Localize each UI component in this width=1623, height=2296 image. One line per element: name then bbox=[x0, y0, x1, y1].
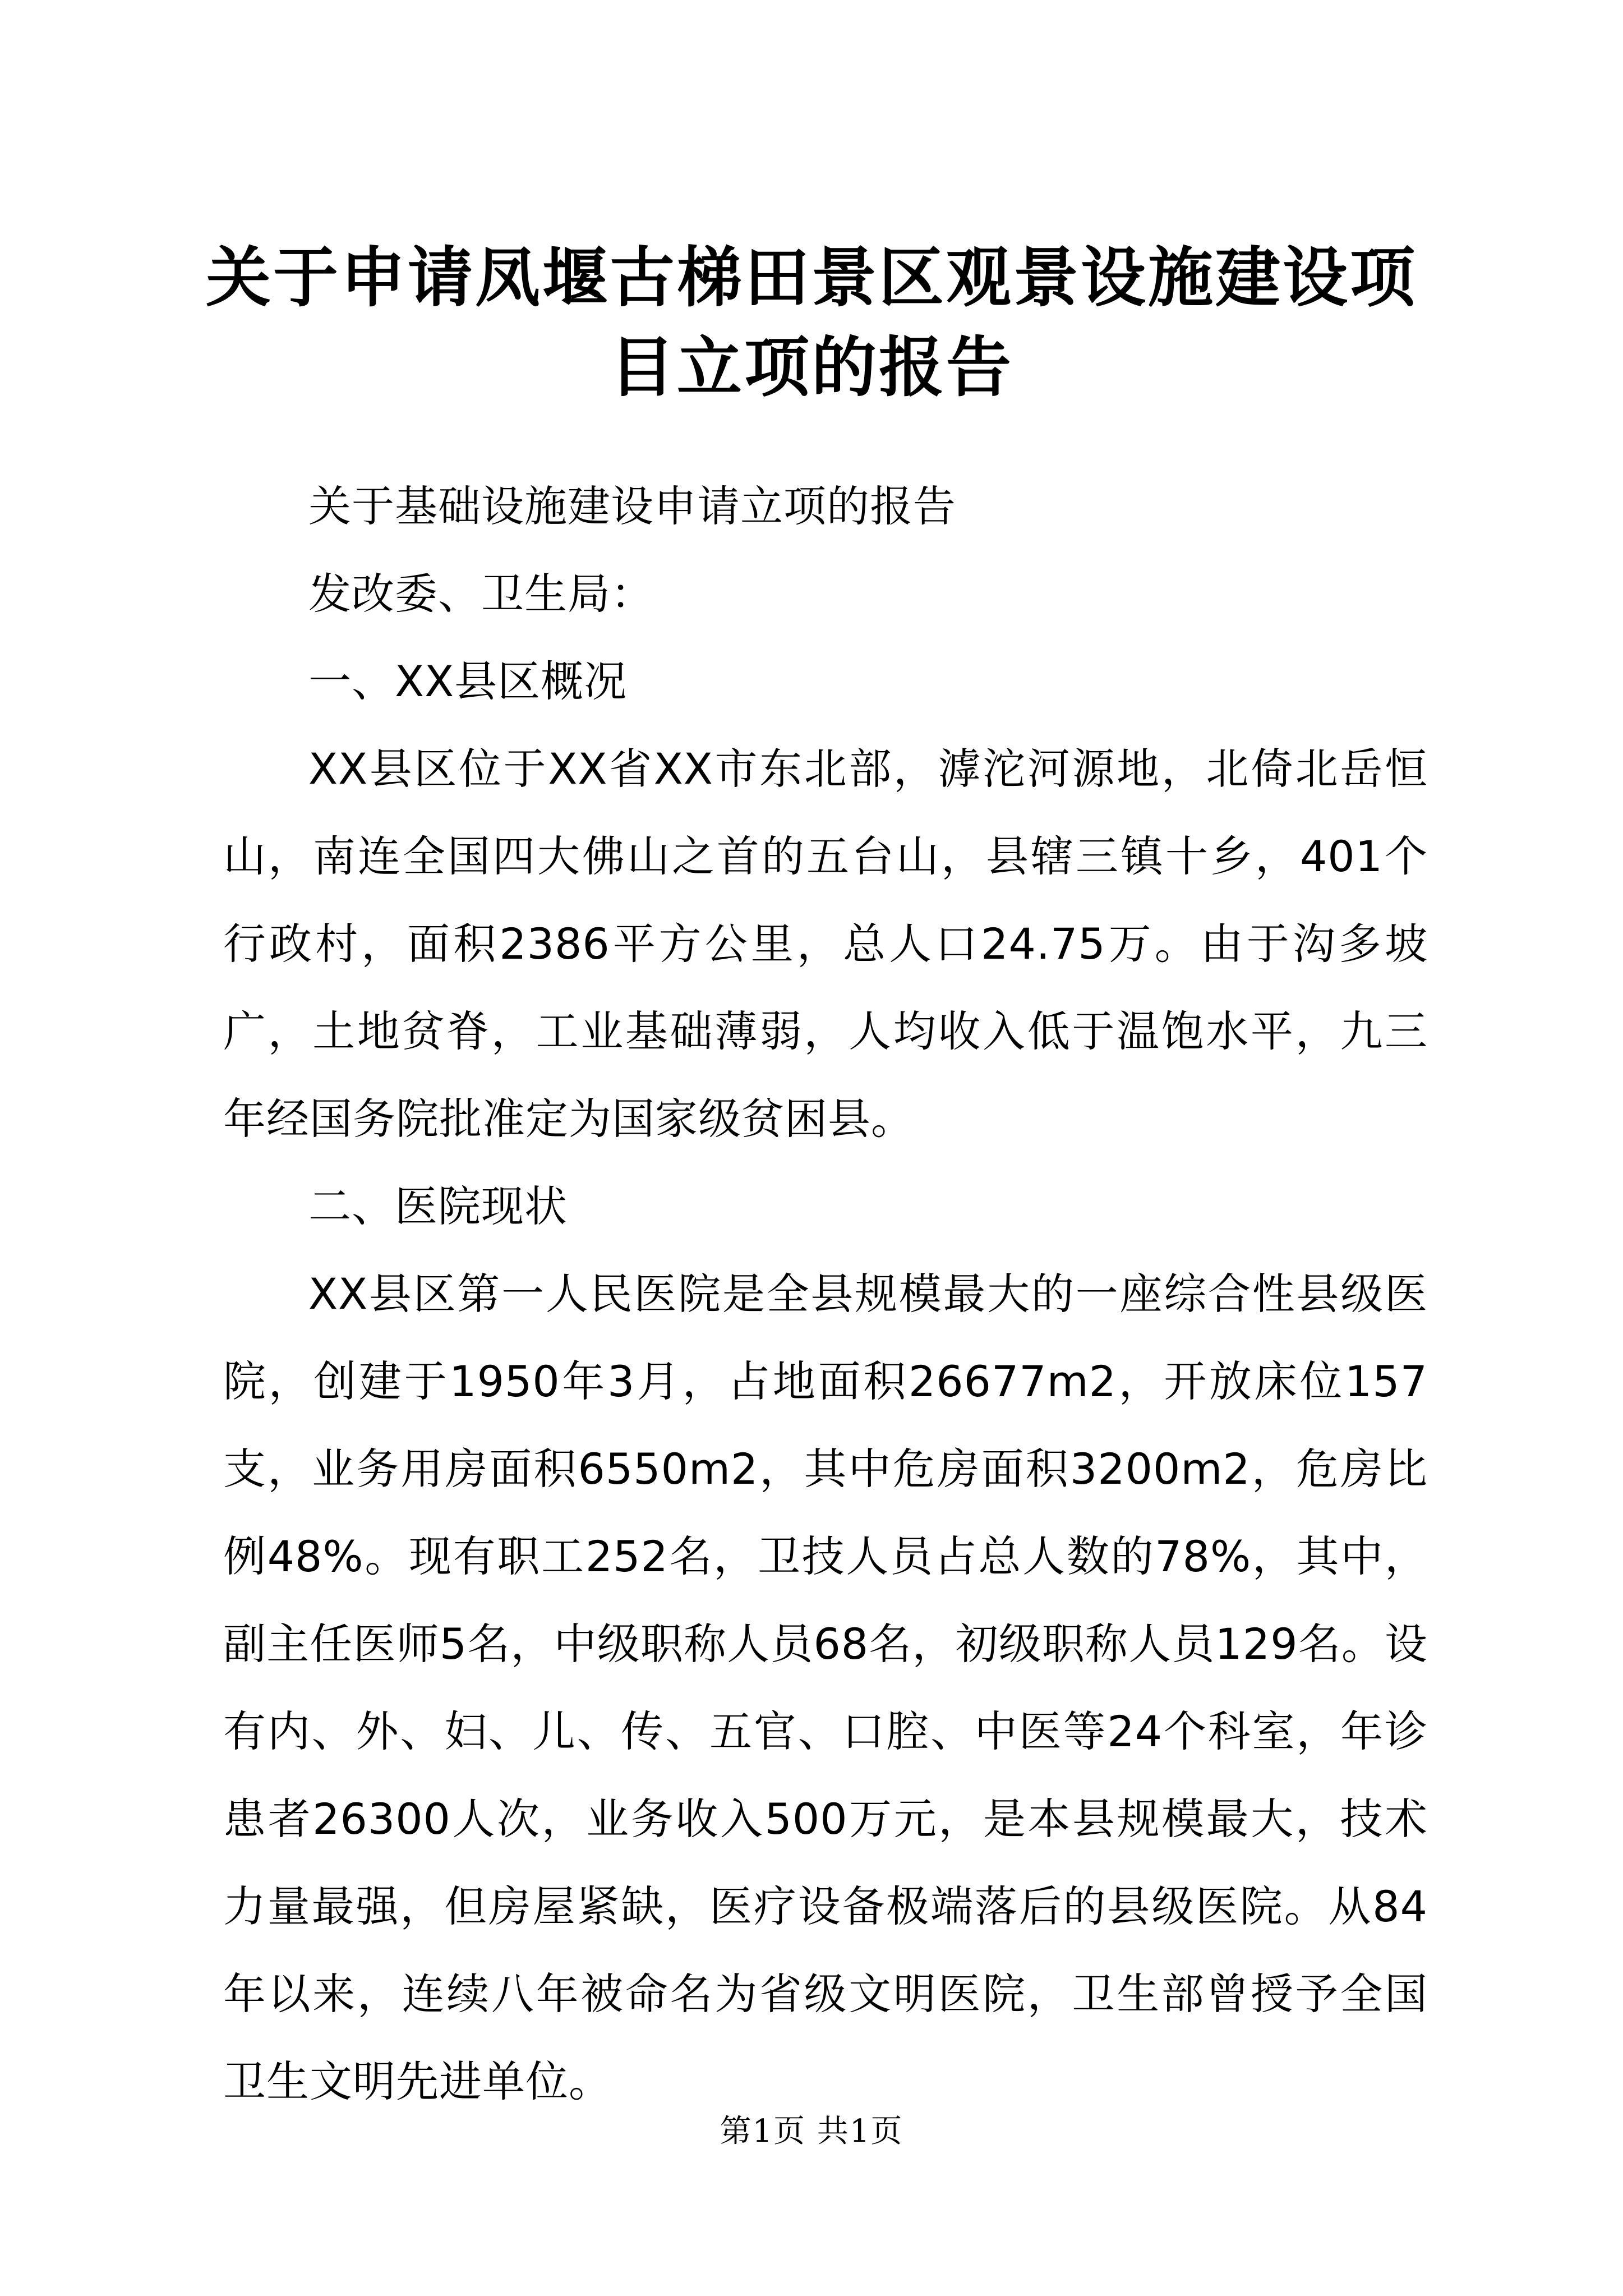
section-heading-hospital: 二、医院现状 bbox=[308, 1181, 568, 1231]
section-heading-overview: 一、XX县区概况 bbox=[308, 656, 628, 706]
document-body bbox=[223, 463, 1428, 2125]
subtitle-paragraph: 关于基础设施建设申请立项的报告 bbox=[308, 481, 956, 531]
salutation-paragraph: 发改委、卫生局： bbox=[308, 569, 654, 619]
hospital-paragraph: XX县区第一人民医院是全县规模最大的一座综合性县级医院，创建于1950年3月，占地面积26677m2，开放床位157支，业务用房面积6550m2，其中危房面积3200m2，危房比例48%。现有职工252名，卫技人员占总人数的78%，其中，副主任医师5名，中级职称人员68名，初级职称人员129名。设有内、外、妇、儿、传、五官、口腔、中医等24个科室，年诊患者26300人次，业务收入500万元，是本县规模最大，技术力量最强，但房屋紧缺，医疗设备极端落后的县级医院。从84年以来，连续八年被命名为省级文明医院，卫生部曾授予全国卫生文明先进单位。 bbox=[223, 1269, 1428, 2106]
page-footer: 第1页 共1页 bbox=[720, 2113, 903, 2150]
overview-paragraph: XX县区位于XX省XX市东北部，滹沱河源地，北倚北岳恒山，南连全国四大佛山之首的五台山，县辖三镇十乡，401个行政村，面积2386平方公里，总人口24.75万。由于沟多坡广，土地贫脊，工业基础薄弱，人均收入低于温饱水平，九三年经国务院批准定为国家级贫困县。 bbox=[223, 744, 1428, 1144]
document-title: 关于申请凤堰古梯田景区观景设施建设项目立项的报告 bbox=[206, 240, 1417, 406]
